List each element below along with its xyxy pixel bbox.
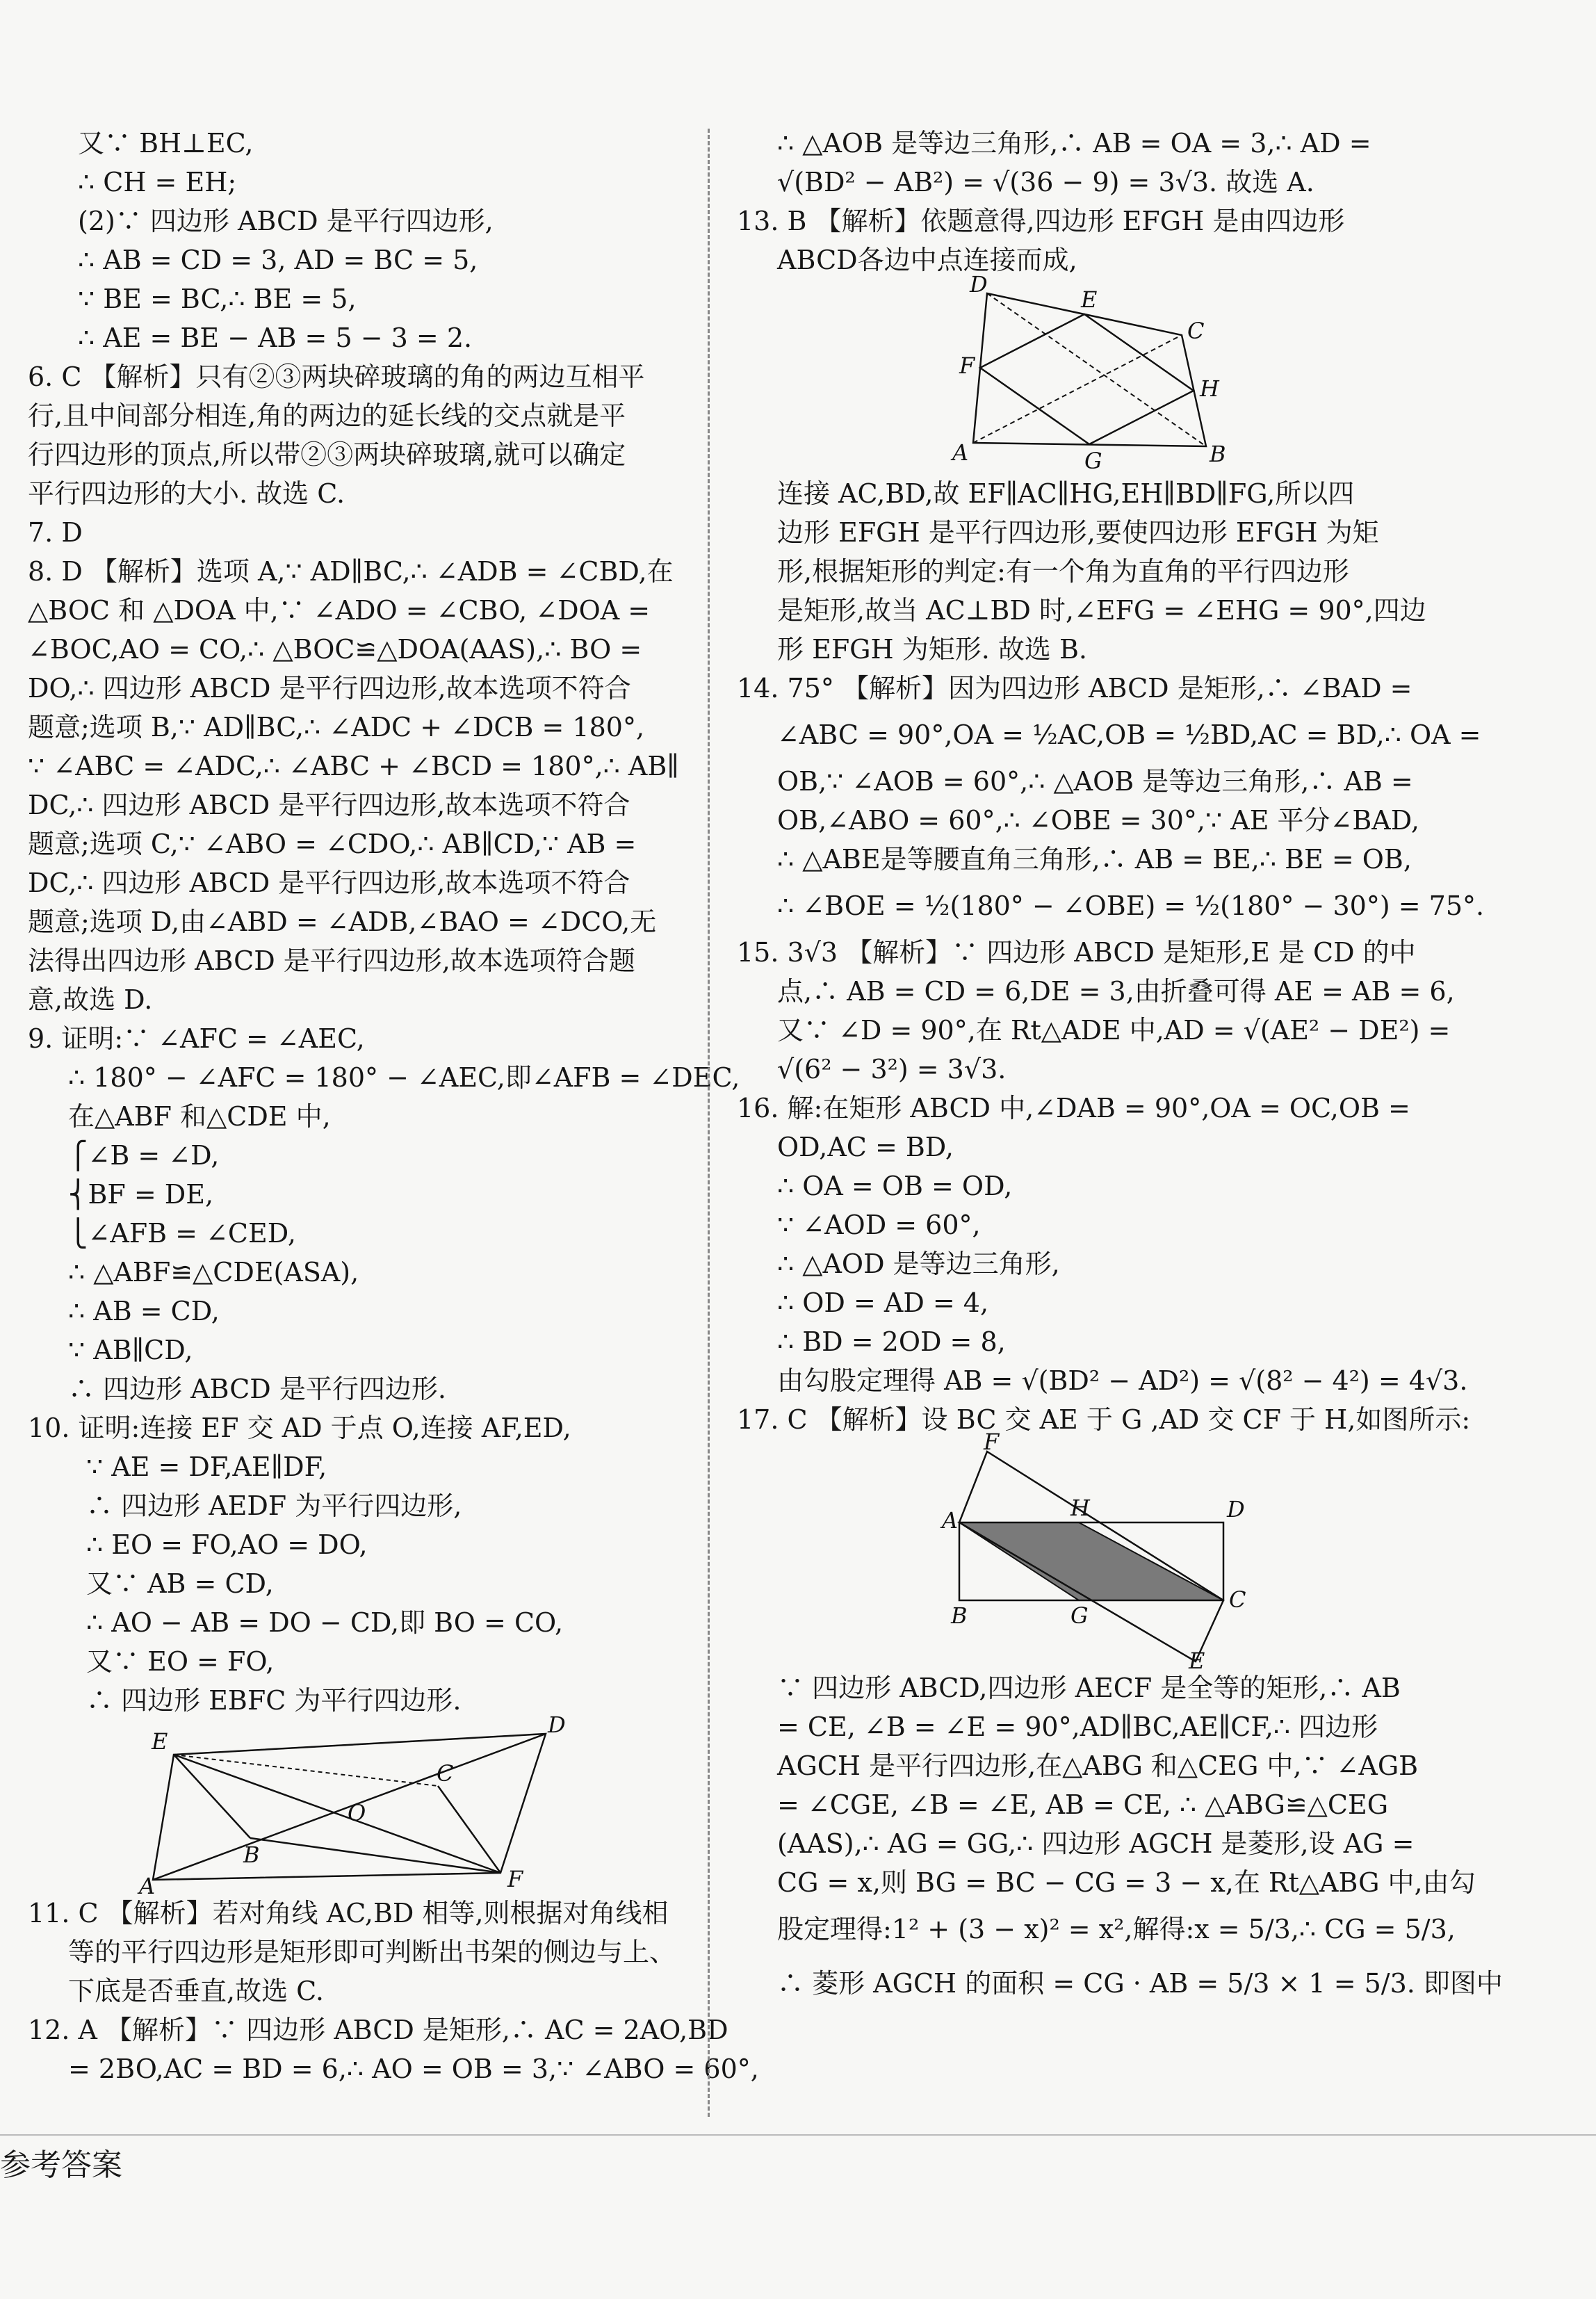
text-line: 又∵ ∠D = 90°,在 Rt△ADE 中,AD = √(AE² − DE²) =: [777, 1015, 1451, 1046]
text-line: ∴ △AOB 是等边三角形,∴ AB = OA = 3,∴ AD =: [777, 128, 1371, 159]
text-line: DO,∴ 四边形 ABCD 是平行四边形,故本选项不符合: [28, 673, 631, 704]
text-line: ∴ 菱形 AGCH 的面积 = CG · AB = 5/3 × 1 = 5/3. 即图中: [777, 1968, 1503, 1999]
figure-q13: [945, 271, 1390, 474]
fig13-label-E: E: [1081, 286, 1098, 313]
text-line: ∴ △AOD 是等边三角形,: [777, 1249, 1060, 1279]
text-line: = ∠CGE, ∠B = ∠E, AB = CE, ∴ △ABG≌△CEG: [777, 1789, 1389, 1820]
text-line: ∴ BD = 2OD = 8,: [777, 1326, 1006, 1357]
text-line: OB,∵ ∠AOB = 60°,∴ △AOB 是等边三角形,∴ AB =: [777, 766, 1413, 797]
fig13-label-G: G: [1084, 448, 1102, 474]
fig17-label-B: B: [951, 1602, 968, 1629]
text-line: ∴ 四边形 EBFC 为平行四边形.: [86, 1685, 462, 1716]
text-line: ∵ AB∥CD,: [68, 1335, 193, 1365]
text-line: ∴ EO = FO,AO = DO,: [86, 1529, 368, 1560]
text-line: 行四边形的顶点,所以带②③两块碎玻璃,就可以确定: [28, 439, 626, 470]
figure-q10: [139, 1712, 674, 1899]
fig13-label-A: A: [952, 439, 969, 466]
text-line: 意,故选 D.: [28, 984, 153, 1015]
text-line: ∵ AE = DF,AE∥DF,: [86, 1452, 327, 1482]
text-line: = 2BO,AC = BD = 6,∴ AO = OB = 3,∵ ∠ABO = 60°,: [68, 2054, 759, 2084]
text-line: 题意;选项 B,∵ AD∥BC,∴ ∠ADC + ∠DCB = 180°,: [28, 712, 645, 742]
text-line: (AAS),∴ AG = GG,∴ 四边形 AGCH 是菱形,设 AG =: [777, 1828, 1415, 1859]
text-line: 又∵ BH⊥EC,: [78, 128, 254, 159]
text-line: ∴ AE = BE − AB = 5 − 3 = 2.: [78, 323, 473, 353]
text-line: 6. C 【解析】只有②③两块碎玻璃的角的两边互相平: [28, 361, 645, 392]
text-line: ∵ BE = BC,∴ BE = 5,: [78, 284, 357, 314]
figure-q17: [931, 1429, 1390, 1674]
text-line: OB,∠ABO = 60°,∴ ∠OBE = 30°,∵ AE 平分∠BAD,: [777, 805, 1419, 836]
text-line: ∴ OA = OB = OD,: [777, 1171, 1013, 1201]
text-line: 7. D: [28, 517, 83, 548]
text-line: 等的平行四边形是矩形即可判断出书架的侧边与上、: [68, 1937, 676, 1967]
left-lines: [28, 124, 740, 1720]
text-line: ∴ ∠BOE = ½(180° − ∠OBE) = ½(180° − 30°) = 75°.: [777, 891, 1485, 921]
text-line: AGCH 是平行四边形,在△ABG 和△CEG 中,∵ ∠AGB: [777, 1750, 1419, 1781]
text-line: ∠ABC = 90°,OA = ½AC,OB = ½BD,AC = BD,∴ OA =: [777, 720, 1481, 750]
text-line: 连接 AC,BD,故 EF∥AC∥HG,EH∥BD∥FG,所以四: [777, 478, 1355, 509]
text-line: 在△ABF 和△CDE 中,: [68, 1101, 331, 1132]
fig17-label-A: A: [942, 1507, 959, 1534]
fig13-label-C: C: [1187, 318, 1205, 344]
fig10-label-E: E: [152, 1728, 168, 1755]
text-line: CG = x,则 BG = BC − CG = 3 − x,在 Rt△ABG 中,由勾: [777, 1867, 1476, 1898]
fig13-label-B: B: [1210, 441, 1226, 467]
text-line: ⎨BF = DE,: [68, 1179, 214, 1210]
fig13-label-F: F: [959, 352, 975, 379]
fig10-label-D: D: [548, 1712, 566, 1738]
figure-q10-diagram: [139, 1712, 570, 1899]
fig10-label-C: C: [437, 1760, 454, 1787]
figure-q17-diagram: [931, 1429, 1251, 1674]
fig13-label-D: D: [970, 271, 988, 298]
left-column: [28, 124, 759, 2088]
text-line: 13. B 【解析】依题意得,四边形 EFGH 是由四边形: [737, 206, 1345, 236]
text-line: = CE, ∠B = ∠E = 90°,AD∥BC,AE∥CF,∴ 四边形: [777, 1712, 1378, 1742]
text-line: 8. D 【解析】选项 A,∵ AD∥BC,∴ ∠ADB = ∠CBD,在: [28, 556, 674, 587]
column-divider: [708, 129, 710, 2117]
text-line: ∠BOC,AO = CO,∴ △BOC≌△DOA(AAS),∴ BO =: [28, 634, 642, 665]
text-line: 17. C 【解析】设 BC 交 AE 于 G ,AD 交 CF 于 H,如图所示:: [737, 1404, 1471, 1435]
fig17-label-E: E: [1189, 1648, 1205, 1674]
fig17-label-H: H: [1070, 1495, 1090, 1521]
text-line: 又∵ EO = FO,: [86, 1646, 275, 1677]
text-line: 形,根据矩形的判定:有一个角为直角的平行四边形: [777, 556, 1349, 587]
text-line: ∴ OD = AD = 4,: [777, 1287, 989, 1318]
text-line: ∴ 四边形 ABCD 是平行四边形.: [68, 1374, 446, 1404]
text-line: 9. 证明:∵ ∠AFC = ∠AEC,: [28, 1023, 365, 1054]
text-line: ∴ △ABF≌△CDE(ASA),: [68, 1257, 359, 1287]
text-line: 题意;选项 C,∵ ∠ABO = ∠CDO,∴ AB∥CD,∵ AB =: [28, 829, 637, 859]
text-line: 法得出四边形 ABCD 是平行四边形,故本选项符合题: [28, 945, 635, 976]
text-line: 14. 75° 【解析】因为四边形 ABCD 是矩形,∴ ∠BAD =: [737, 673, 1412, 704]
text-line: 10. 证明:连接 EF 交 AD 于点 O,连接 AF,ED,: [28, 1413, 571, 1443]
text-line: ∴ AO − AB = DO − CD,即 BO = CO,: [86, 1607, 564, 1638]
text-line: 形 EFGH 为矩形. 故选 B.: [777, 634, 1087, 665]
text-line: 由勾股定理得 AB = √(BD² − AD²) = √(8² − 4²) = 4√3.: [777, 1365, 1468, 1396]
text-line: 点,∴ AB = CD = 6,DE = 3,由折叠可得 AE = AB = 6,: [777, 976, 1455, 1007]
right-lines-a: [737, 124, 1390, 279]
text-line: 15. 3√3 【解析】∵ 四边形 ABCD 是矩形,E 是 CD 的中: [737, 937, 1416, 968]
text-line: √(6² − 3²) = 3√3.: [777, 1054, 1007, 1084]
fig17-label-G: G: [1070, 1602, 1089, 1629]
footer-rule: [0, 2134, 1596, 2136]
text-line: √(BD² − AB²) = √(36 − 9) = 3√3. 故选 A.: [777, 167, 1314, 197]
text-line: 边形 EFGH 是平行四边形,要使四边形 EFGH 为矩: [777, 517, 1379, 548]
text-line: ∴ AB = CD,: [68, 1296, 220, 1326]
fig10-label-B: B: [243, 1842, 260, 1868]
text-line: ∴ 四边形 AEDF 为平行四边形,: [86, 1490, 462, 1521]
fig17-label-F: F: [984, 1429, 1000, 1455]
text-line: 又∵ AB = CD,: [86, 1568, 274, 1599]
right-lines-b: [737, 474, 1485, 1439]
fig10-label-F: F: [507, 1866, 523, 1892]
text-line: ⎧∠B = ∠D,: [68, 1140, 220, 1171]
fig17-label-C: C: [1229, 1586, 1246, 1613]
text-line: DC,∴ 四边形 ABCD 是平行四边形,故本选项不符合: [28, 790, 630, 820]
text-line: DC,∴ 四边形 ABCD 是平行四边形,故本选项不符合: [28, 868, 630, 898]
text-line: (2)∵ 四边形 ABCD 是平行四边形,: [78, 206, 494, 236]
figure-q13-diagram: [945, 271, 1237, 474]
text-line: 行,且中间部分相连,角的两边的延长线的交点就是平: [28, 400, 626, 431]
text-line: ⎩∠AFB = ∠CED,: [68, 1218, 296, 1249]
text-line: 11. C 【解析】若对角线 AC,BD 相等,则根据对角线相: [28, 1898, 669, 1928]
text-line: 是矩形,故当 AC⊥BD 时,∠EFG = ∠EHG = 90°,四边: [777, 595, 1426, 626]
text-line: 股定理得:1² + (3 − x)² = x²,解得:x = 5/3,∴ CG = 5/3,: [777, 1914, 1456, 1944]
footer-title: 参考答案: [0, 2147, 122, 2183]
fig17-label-D: D: [1227, 1496, 1245, 1522]
text-line: 下底是否垂直,故选 C.: [68, 1976, 324, 2006]
left-lines-after-figure: [28, 1894, 759, 2088]
text-line: ∵ ∠AOD = 60°,: [777, 1210, 981, 1240]
text-line: ∵ ∠ABC = ∠ADC,∴ ∠ABC + ∠BCD = 180°,∴ AB∥: [28, 751, 679, 781]
fig10-label-O: O: [348, 1800, 366, 1826]
text-line: ∵ 四边形 ABCD,四边形 AECF 是全等的矩形,∴ AB: [777, 1673, 1401, 1703]
right-lines-c: [737, 1668, 1503, 2010]
text-line: ∴ 180° − ∠AFC = 180° − ∠AEC,即∠AFB = ∠DEC,: [68, 1062, 740, 1093]
text-line: ∴ △ABE是等腰直角三角形,∴ AB = BE,∴ BE = OB,: [777, 844, 1412, 875]
right-column: [737, 124, 1503, 2010]
text-line: 12. A 【解析】∵ 四边形 ABCD 是矩形,∴ AC = 2AO,BD: [28, 2015, 728, 2045]
text-line: 题意;选项 D,由∠ABD = ∠ADB,∠BAO = ∠DCO,无: [28, 907, 657, 937]
text-line: OD,AC = BD,: [777, 1132, 954, 1162]
text-line: △BOC 和 △DOA 中,∵ ∠ADO = ∠CBO, ∠DOA =: [28, 595, 651, 626]
fig10-label-A: A: [139, 1873, 156, 1899]
text-line: 平行四边形的大小. 故选 C.: [28, 478, 345, 509]
text-line: ∴ CH = EH;: [78, 167, 237, 197]
text-line: 16. 解:在矩形 ABCD 中,∠DAB = 90°,OA = OC,OB =: [737, 1093, 1410, 1123]
text-line: ABCD各边中点连接而成,: [777, 245, 1077, 275]
text-line: ∴ AB = CD = 3, AD = BC = 5,: [78, 245, 478, 275]
fig13-label-H: H: [1200, 375, 1219, 402]
